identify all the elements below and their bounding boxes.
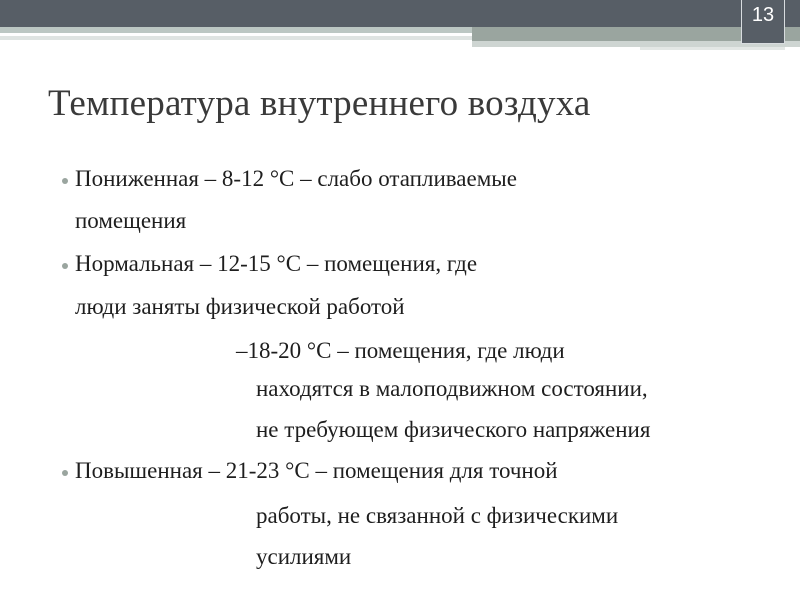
item2-line3: –18-20 °С – помещения, где люди — [236, 338, 565, 363]
item1-line2: помещения — [75, 208, 187, 233]
slide-title: Температура внутреннего воздуха — [48, 83, 591, 124]
header-accent-thin-line — [640, 47, 785, 50]
item3-line3: усилиями — [256, 544, 352, 569]
item2-line1: Нормальная – 12-15 °С – помещения, где — [75, 251, 478, 276]
bullet-icon — [62, 263, 68, 269]
item2-line4: находятся в малоподвижном состоянии, — [256, 376, 648, 401]
item3-line1: Повышенная – 21-23 °С – помещения для точной — [75, 458, 558, 483]
header-band — [0, 0, 800, 27]
bullet-icon — [62, 470, 68, 476]
item2-line5: не требующем физического напряжения — [256, 417, 651, 442]
bullet-icon — [62, 178, 68, 184]
header-accent-line — [0, 27, 472, 33]
item1-line1: Пониженная – 8-12 °С – слабо отапливаемые — [75, 166, 517, 191]
item2-line2: люди заняты физической работой — [75, 294, 405, 319]
slide-number: 13 — [751, 4, 775, 26]
header-accent-line-light — [0, 36, 472, 40]
item3-line2: работы, не связанной с физическими — [256, 503, 619, 528]
